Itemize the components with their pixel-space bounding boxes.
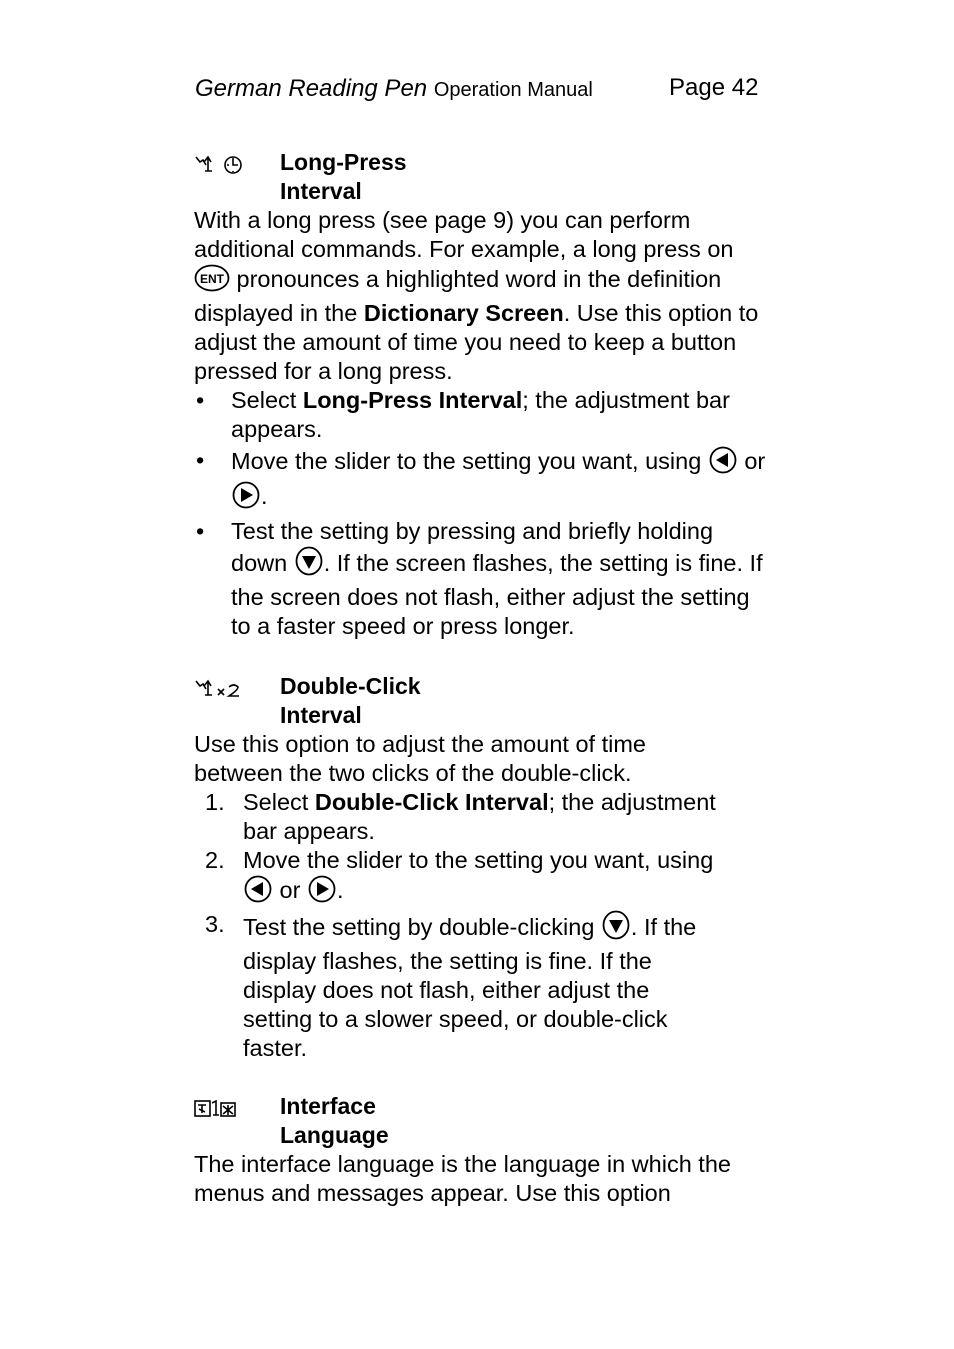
section-intro: With a long press (see page 9) you can perform additional commands. For example, a long press on ENT pronounces a highlighted word in the definition displayed in the Dictionary Screen. Use this option to adjust the amount of time you need to keep a button pressed for a long press.: [194, 207, 759, 384]
section-heading: [194, 148, 774, 206]
numbered-list: [194, 788, 774, 1063]
section-heading: [194, 672, 774, 730]
title-line: Language: [280, 1121, 389, 1148]
title-line: Interface: [280, 1092, 376, 1119]
section-long-press-interval: [194, 148, 774, 641]
list-item: 3. Test the setting by double-clicking . If the display flashes, the setting is fine. If the display does not flash, either adjust the setting to a slower speed, or double-click faster.: [205, 910, 697, 1061]
left-arrow-button-icon: [708, 446, 738, 481]
long-press-clock-icon: [194, 153, 244, 182]
right-arrow-button-icon: [307, 875, 337, 910]
section-heading: [194, 1092, 774, 1150]
header-subtitle: Operation Manual: [433, 79, 593, 101]
title-line: Long-Press: [280, 149, 407, 175]
down-arrow-button-icon: [601, 910, 631, 947]
page-header: [194, 70, 774, 110]
list-item: • Select Long-Press Interval; the adjustment bar appears.: [196, 387, 730, 442]
bullet-list: [194, 386, 774, 641]
title-line: Interval: [280, 701, 362, 728]
section-interface-language: [194, 1092, 774, 1208]
left-arrow-button-icon: [243, 875, 273, 910]
header-title: German Reading Pen Operation Manual: [195, 75, 593, 102]
list-item: • Test the setting by pressing and briefly holding down . If the screen flashes, the setting is fine. If the screen does not flash, either adjust the setting to a faster speed or press longer.: [196, 518, 763, 639]
ent-button-icon: [194, 264, 230, 299]
section-intro: The interface language is the language in which the menus and messages appear. Use this option: [194, 1150, 731, 1206]
page-number: Page 42: [669, 74, 759, 101]
title-line: Interval: [280, 178, 362, 204]
section-title: [280, 148, 530, 206]
section-intro: Use this option to adjust the amount of time between the two clicks of the double-click.: [194, 730, 646, 786]
right-arrow-button-icon: [231, 481, 261, 516]
title-line: Double-Click: [280, 672, 421, 699]
interface-language-icon: [194, 1097, 244, 1126]
list-item: • Move the slider to the setting you want, using or .: [194, 446, 771, 516]
section-title: [280, 672, 530, 730]
list-item: 2. Move the slider to the setting you want, using or .: [194, 846, 723, 910]
section-title: [280, 1092, 530, 1150]
svg-text:ENT: ENT: [200, 272, 224, 286]
section-double-click-interval: [194, 672, 774, 1063]
manual-page: [194, 70, 774, 1208]
down-arrow-button-icon: [294, 546, 324, 583]
list-item: 1. Select Double-Click Interval; the adjustment bar appears.: [205, 788, 716, 844]
double-click-icon: [194, 677, 244, 706]
